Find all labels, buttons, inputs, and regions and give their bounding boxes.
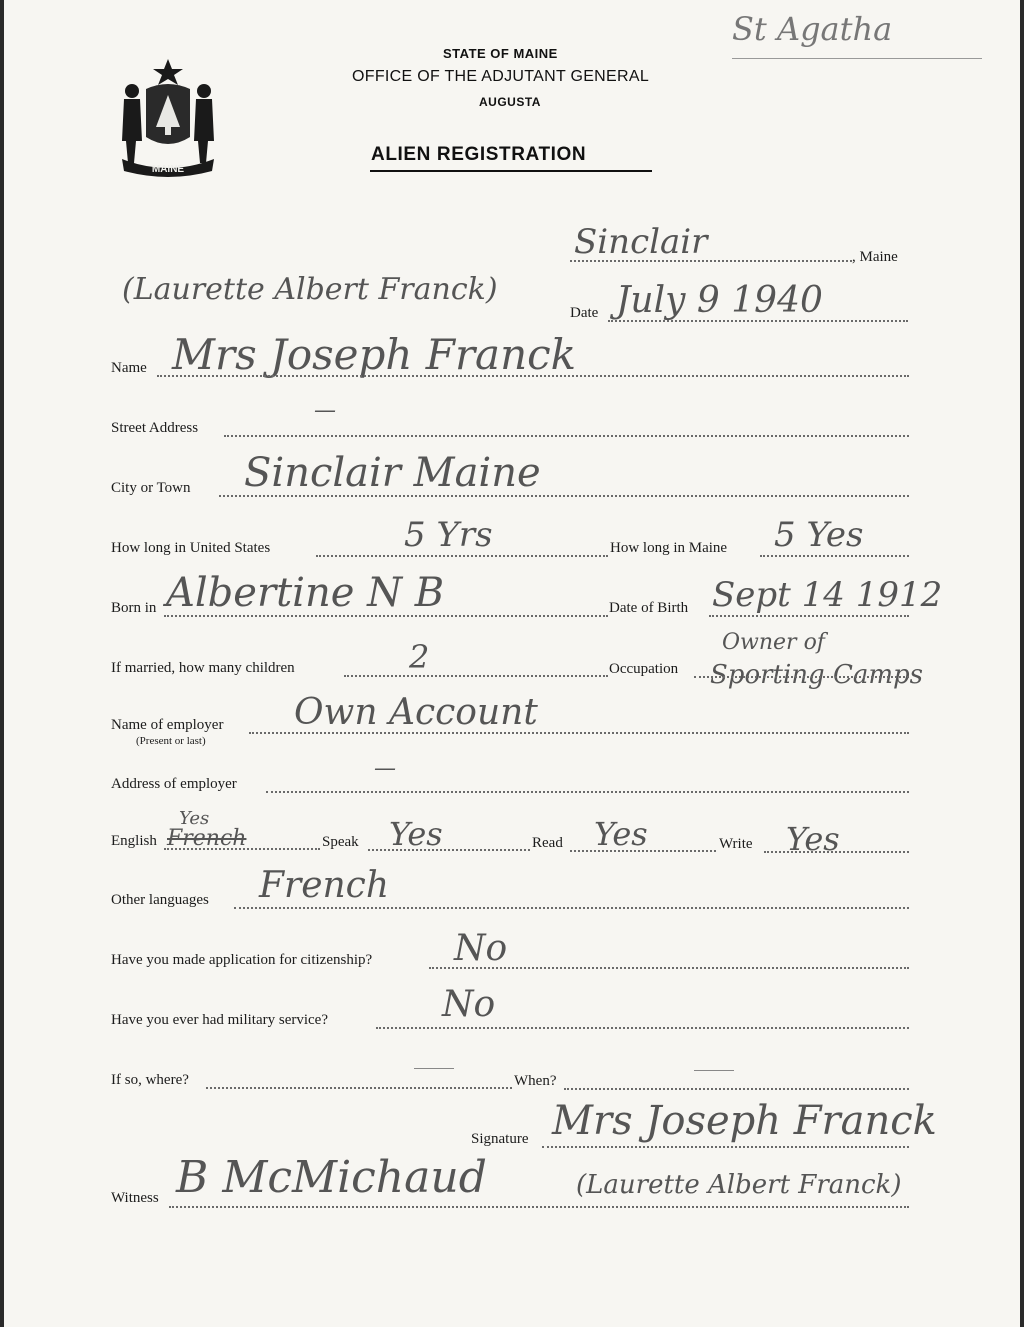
- military-label: Have you ever had military service?: [111, 1012, 328, 1028]
- date-value: July 9 1940: [616, 280, 823, 321]
- citizenship-value: No: [454, 928, 508, 969]
- witness-line: [169, 1206, 909, 1208]
- street-address-label: Street Address: [111, 420, 199, 436]
- signature-line: [542, 1146, 909, 1148]
- read-label: Read: [532, 835, 563, 851]
- speak-value: Yes: [389, 815, 443, 853]
- date-of-birth-value: Sept 14 1912: [712, 575, 943, 615]
- how-long-us-line: [316, 555, 608, 557]
- english-struck-value: French: [167, 826, 247, 851]
- seal-text: MAINE: [151, 164, 185, 175]
- speak-label: Speak: [322, 834, 359, 850]
- witness-value: B McMichaud: [176, 1152, 487, 1203]
- signature-value: Mrs Joseph Franck: [552, 1098, 937, 1144]
- citizenship-label: Have you made application for citizenship?: [111, 952, 373, 968]
- when-line: [564, 1088, 909, 1090]
- how-long-us-label: How long in United States: [111, 540, 271, 556]
- maiden-name-note: (Laurette Albert Franck): [122, 272, 498, 307]
- other-languages-label: Other languages: [111, 892, 209, 908]
- write-line: [764, 851, 909, 853]
- occupation-label: Occupation: [609, 661, 679, 677]
- name-line: [157, 375, 909, 377]
- city-line: [219, 495, 909, 497]
- children-label: If married, how many children: [111, 660, 295, 676]
- date-of-birth-label: Date of Birth: [609, 600, 689, 616]
- date-line: [608, 320, 908, 322]
- employer-line: [249, 732, 909, 734]
- name-value: Mrs Joseph Franck: [172, 330, 577, 379]
- maine-state-seal-icon: [112, 55, 224, 179]
- witness-label: Witness: [111, 1190, 159, 1206]
- town-value: Sinclair: [574, 222, 708, 262]
- corner-note: St Agatha: [732, 10, 893, 48]
- when-dash: [694, 1070, 734, 1071]
- how-long-maine-value: 5 Yes: [774, 515, 864, 555]
- citizenship-line: [429, 967, 909, 969]
- street-address-value: —: [314, 398, 336, 423]
- title-underline: [370, 170, 652, 172]
- military-line: [376, 1027, 909, 1029]
- born-in-value: Albertine N B: [166, 570, 445, 616]
- when-label: When?: [514, 1073, 557, 1089]
- name-label: Name: [111, 360, 147, 376]
- where-dash: [414, 1068, 454, 1069]
- maine-label: , Maine: [852, 249, 898, 265]
- how-long-us-value: 5 Yrs: [404, 515, 493, 555]
- employer-value: Own Account: [294, 692, 538, 733]
- write-label: Write: [719, 836, 753, 852]
- town-line: [570, 260, 852, 262]
- employer-sublabel: (Present or last): [136, 735, 206, 747]
- english-label: English: [111, 833, 157, 849]
- employer-address-label: Address of employer: [111, 776, 237, 792]
- if-so-where-line: [206, 1087, 512, 1089]
- english-above-value: Yes: [179, 808, 210, 829]
- employer-address-line: [266, 791, 909, 793]
- military-value: No: [442, 984, 496, 1025]
- how-long-maine-label: How long in Maine: [610, 540, 728, 556]
- if-so-where-label: If so, where?: [111, 1072, 189, 1088]
- witness-maiden-note: (Laurette Albert Franck): [576, 1170, 902, 1200]
- occupation-value: Sporting Camps: [710, 660, 923, 690]
- how-long-maine-line: [760, 555, 909, 557]
- english-line: [164, 848, 320, 850]
- employer-label: Name of employer: [111, 717, 224, 733]
- city-label: City or Town: [111, 480, 191, 496]
- signature-label: Signature: [471, 1131, 529, 1147]
- registration-form: [4, 0, 1020, 1327]
- header-city: AUGUSTA: [479, 95, 541, 109]
- children-line: [344, 675, 608, 677]
- date-label: Date: [570, 305, 599, 321]
- date-of-birth-line: [709, 615, 909, 617]
- born-in-label: Born in: [111, 600, 157, 616]
- employer-address-value: —: [374, 756, 396, 781]
- occupation-top-value: Owner of: [722, 630, 825, 655]
- other-languages-value: French: [259, 865, 390, 906]
- children-value: 2: [409, 638, 430, 676]
- corner-note-underline: [732, 58, 982, 59]
- speak-line: [368, 849, 530, 851]
- born-in-line: [164, 615, 608, 617]
- form-title: ALIEN REGISTRATION: [371, 144, 587, 165]
- write-value: Yes: [786, 820, 840, 858]
- other-languages-line: [234, 907, 909, 909]
- read-line: [570, 850, 716, 852]
- header-office: OFFICE OF THE ADJUTANT GENERAL: [352, 68, 650, 85]
- occupation-line: [694, 676, 909, 678]
- read-value: Yes: [594, 815, 648, 853]
- street-address-line: [224, 435, 909, 437]
- city-value: Sinclair Maine: [244, 450, 541, 496]
- header-state: STATE OF MAINE: [443, 46, 558, 61]
